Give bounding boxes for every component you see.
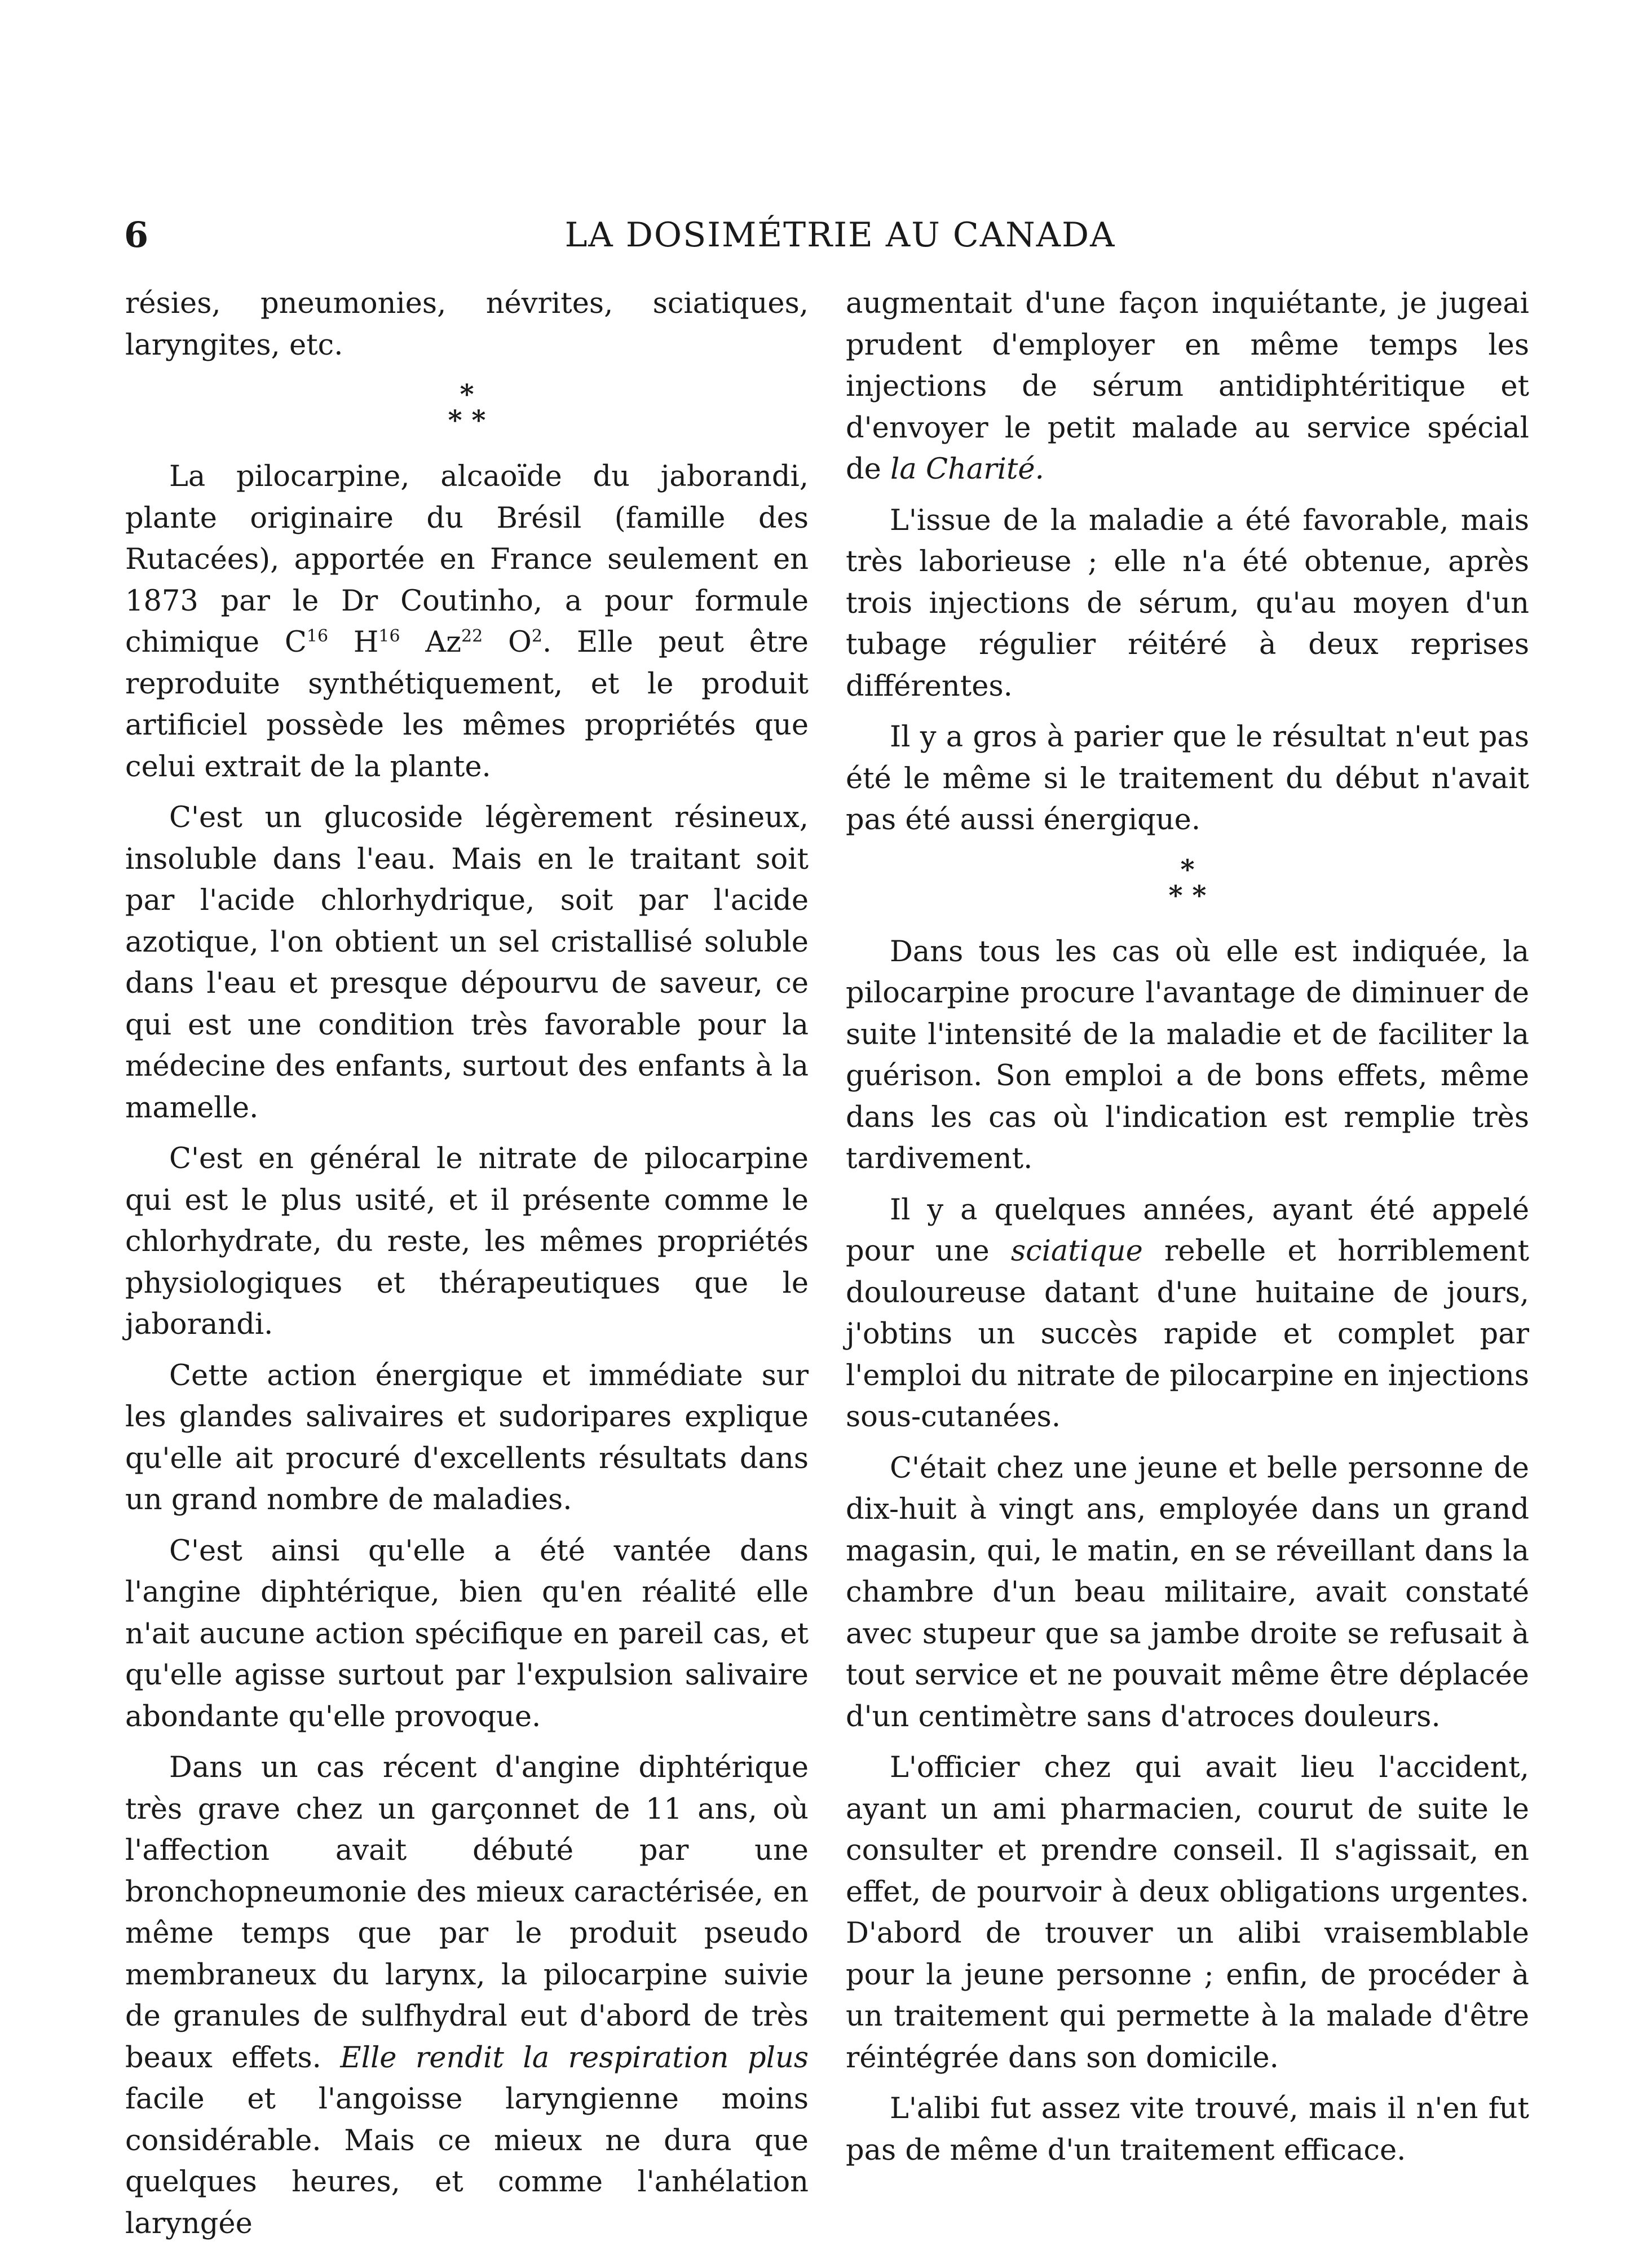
asterism-bottom: * * bbox=[1168, 879, 1207, 912]
text-run: Il y a quelques années, ayant été appelé pour une bbox=[846, 1193, 1529, 1268]
asterism-bottom: * * bbox=[448, 405, 486, 436]
paragraph: Dans tous les cas où elle est indiquée, la pilocarpine procure l'avantage de diminuer de suite l'intensité de la maladie et de faciliter la guérison. Son emploi a de bons effets, même dans les cas où l'indication est remplie très tardivement. bbox=[846, 935, 1529, 1175]
paragraph: L'alibi fut assez vite trouvé, mais il n'en fut pas de même d'un traitement efficace. bbox=[846, 2092, 1529, 2167]
paragraph bbox=[846, 1190, 1529, 1438]
text-run: O bbox=[483, 626, 532, 659]
asterism-top: * bbox=[1180, 854, 1195, 886]
text-run: facile et l'angoisse laryngienne moins considérable. Mais ce mieux ne dura que quelques heures, et comme l'anhélation laryngée bbox=[125, 2083, 809, 2240]
text-run: Dans un cas récent d'angine diphtérique très grave chez un garçonnet de 11 ans, où l'affection avait débuté par une bronchopneumonie des mieux caractérisée, en même temps que par le produit pseudo membraneux du larynx, la pilocarpine suivie de granules de sulfhydral eut d'abord de très beaux effets. bbox=[125, 1751, 809, 2075]
left-column bbox=[125, 283, 809, 2254]
page-header bbox=[124, 210, 1556, 260]
superscript: 2 bbox=[531, 626, 542, 646]
paragraph-pilocarpine-formula bbox=[125, 456, 809, 788]
paragraph: C'est en général le nitrate de pilocarpine qui est le plus usité, et il présente comme le chlorhydrate, du reste, les mêmes propriétés physiologiques et thérapeutiques que le jaborandi. bbox=[125, 1142, 809, 1341]
italic-text: la Charité. bbox=[890, 453, 1044, 486]
paragraph: L'issue de la maladie a été favorable, mais très laborieuse ; elle n'a été obtenue, après trois injections de sérum, qu'au moyen d'un tubage régulier réitéré à deux reprises différentes. bbox=[846, 503, 1529, 703]
paragraph: Cette action énergique et immédiate sur les glandes salivaires et sudoripares explique qu'elle ait procuré d'excellents résultats dans un grand nombre de maladies. bbox=[125, 1359, 809, 1517]
italic-text: Elle rendit la respiration plus bbox=[340, 2041, 809, 2075]
superscript: 16 bbox=[378, 626, 400, 646]
paragraph: C'est un glucoside légèrement résineux, insoluble dans l'eau. Mais en le traitant soit par l'acide chlorhydrique, soit par l'acide azotique, l'on obtient un sel cristallisé soluble dans l'eau et presque dépourvu de saveur, ce qui est une condition très favorable pour la médecine des enfants, surtout des enfants à la mamelle. bbox=[125, 801, 809, 1125]
paragraph: C'était chez une jeune et belle personne de dix-huit à vingt ans, employée dans un grand magasin, qui, le matin, en se réveillant dans la chambre d'un beau militaire, avait constaté avec stupeur que sa jambe droite se refusait à tout service et ne pouvait même être déplacée d'un centimètre sans d'atroces douleurs. bbox=[846, 1451, 1529, 1734]
italic-text: sciatique bbox=[1010, 1235, 1143, 1268]
text-run: . Elle peut être reproduite synthétiquement, et le produit artificiel possède les mêmes propriétés que celui extrait de la plante. bbox=[125, 626, 809, 784]
text-run: rebelle et horriblement douloureuse datant d'une huitaine de jours, j'obtins un succès rapide et complet par l'emploi du nitrate de pilocarpine en injections sous-cutanées. bbox=[846, 1235, 1529, 1434]
text-run: Az bbox=[400, 626, 462, 659]
asterism-divider bbox=[125, 379, 809, 436]
paragraph bbox=[846, 283, 1529, 490]
text-run: augmentait d'une façon inquiétante, je jugeai prudent d'employer en même temps les injections de sérum antidiphtéritique et d'envoyer le petit malade au service spécial de bbox=[846, 287, 1529, 486]
asterism-divider bbox=[846, 854, 1529, 912]
paragraph bbox=[125, 1747, 809, 2244]
paragraph: résies, pneumonies, névrites, sciatiques, laryngites, etc. bbox=[125, 287, 809, 362]
paragraph: L'officier chez qui avait lieu l'accident, ayant un ami pharmacien, courut de suite le consulter et prendre conseil. Il s'agissait, en effet, de pourvoir à deux obligations urgentes. D'abord de trouver un alibi vraisemblable pour la jeune personne ; enfin, de procéder à un traitement qui permette à la malade d'être réintégrée dans son domicile. bbox=[846, 1751, 1529, 2075]
text-run: La pilocarpine, alcaoïde du jaborandi, plante originaire du Brésil (famille des Rutacées), apportée en France seulement en 1873 par le Dr Coutinho, a pour formule chimique C bbox=[125, 460, 809, 659]
paragraph: C'est ainsi qu'elle a été vantée dans l'angine diphtérique, bien qu'en réalité elle n'ait aucune action spécifique en pareil cas, et qu'elle agisse surtout par l'expulsion salivaire abondante qu'elle provoque. bbox=[125, 1534, 809, 1734]
superscript: 22 bbox=[461, 626, 483, 646]
paragraph: Il y a gros à parier que le résultat n'eut pas été le même si le traitement du début n'avait pas été aussi énergique. bbox=[846, 720, 1529, 837]
text-run: H bbox=[328, 626, 379, 659]
right-column bbox=[846, 283, 1529, 2181]
asterism-top: * bbox=[460, 379, 474, 410]
running-title: LA DOSIMÉTRIE AU CANADA bbox=[564, 215, 1116, 255]
page-number: 6 bbox=[124, 214, 149, 255]
superscript: 16 bbox=[306, 626, 329, 646]
